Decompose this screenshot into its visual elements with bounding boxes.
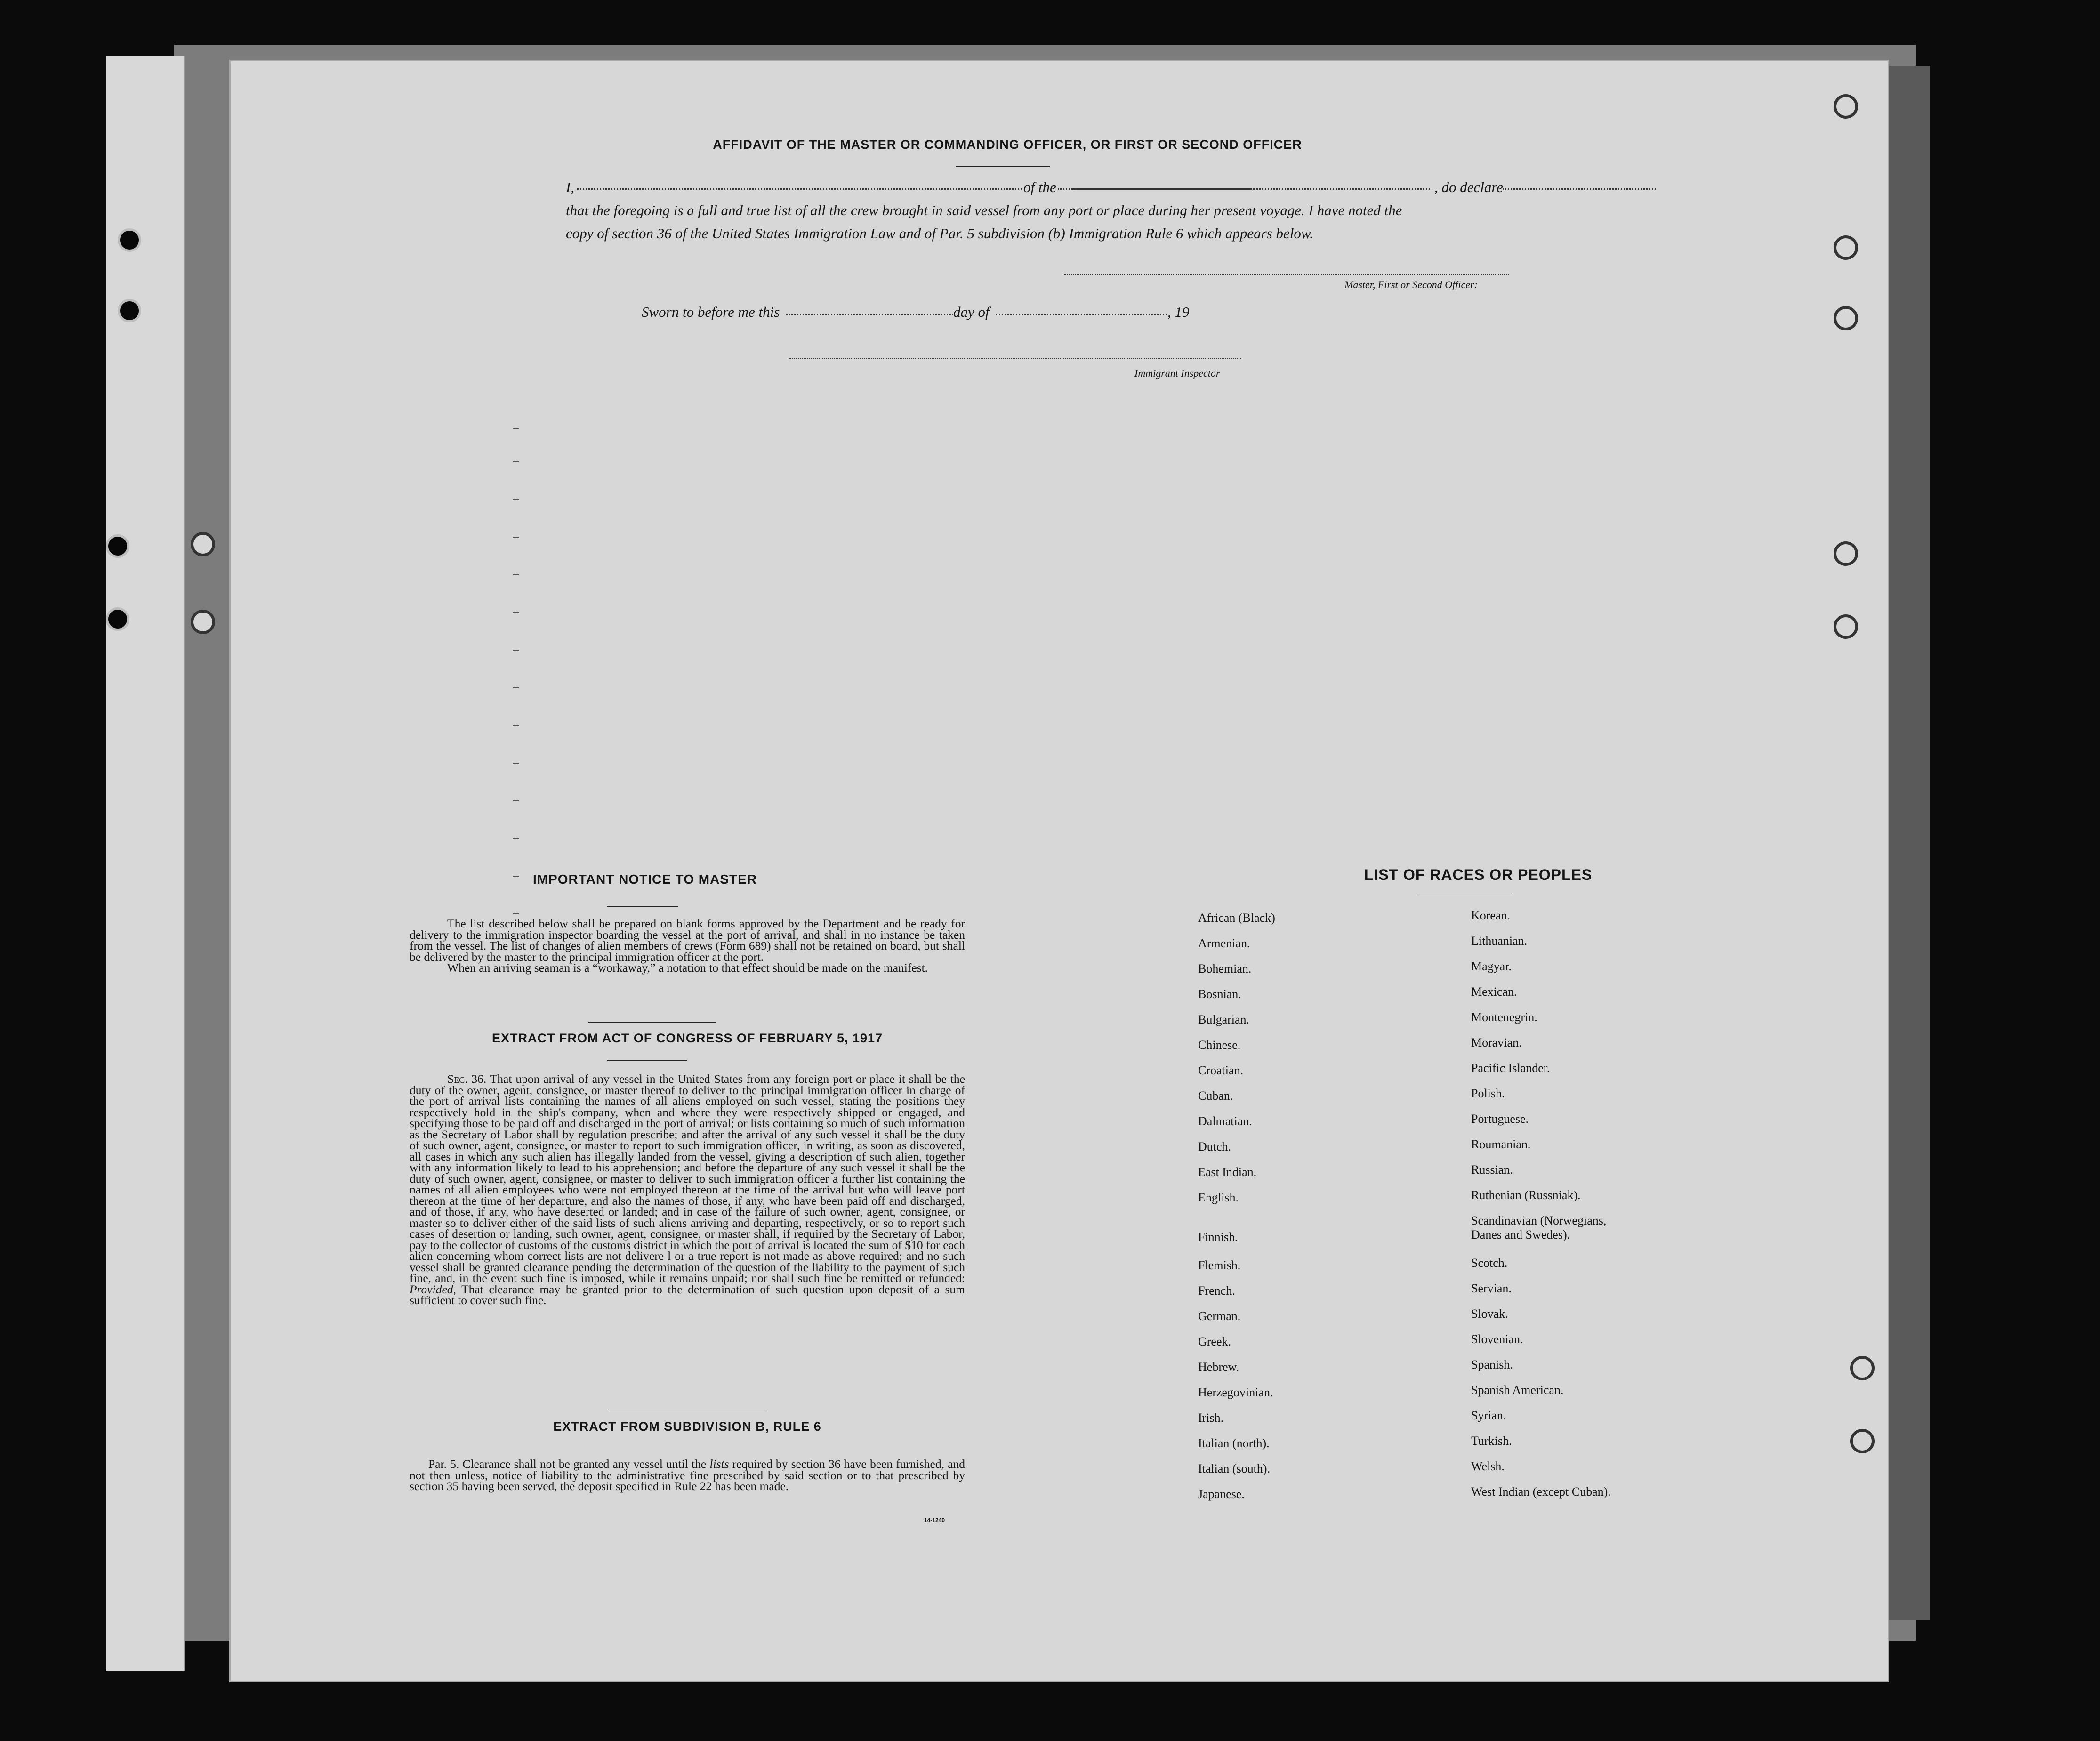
vessel-of-label: of the bbox=[1022, 179, 1058, 196]
sworn-date-field[interactable] bbox=[786, 314, 953, 315]
race-item: Dutch. bbox=[1198, 1140, 1231, 1153]
race-item: Spanish. bbox=[1471, 1358, 1513, 1371]
signature-label: Master, First or Second Officer: bbox=[1344, 279, 1478, 290]
binder-hole bbox=[106, 534, 129, 558]
race-item: Irish. bbox=[1198, 1411, 1224, 1425]
race-item: Korean. bbox=[1471, 909, 1511, 922]
punch-hole bbox=[1850, 1429, 1875, 1453]
race-item: Syrian. bbox=[1471, 1409, 1506, 1422]
race-item: Roumanian. bbox=[1471, 1137, 1531, 1151]
margin-tick bbox=[513, 499, 519, 500]
race-item: Portuguese. bbox=[1471, 1112, 1529, 1126]
rule-text-a: Par. 5. Clearance shall not be granted any vessel until the bbox=[428, 1457, 707, 1471]
act-extract-title: EXTRACT FROM ACT OF CONGRESS OF FEBRUARY 5, 1917 bbox=[491, 1031, 883, 1045]
race-item: Mexican. bbox=[1471, 985, 1517, 999]
race-item: Polish. bbox=[1471, 1087, 1505, 1100]
punch-hole bbox=[1834, 235, 1858, 260]
margin-tick bbox=[513, 913, 519, 914]
race-item: Chinese. bbox=[1198, 1038, 1241, 1052]
binder-strip bbox=[106, 56, 185, 1671]
race-item: Russian. bbox=[1471, 1163, 1513, 1177]
rule-text-b: required by section 36 have been furnished, and not then unless, notice of liability to the administrative fine prescribed by said section or to that prescribed by section 35 having been served, the deposit specified in Rule 22 has been made. bbox=[410, 1457, 966, 1493]
notice-paragraph-1: The list described below shall be prepared on blank forms approved by the Department and be ready for delivery to the immigration inspector boarding the vessel at the port of arrival, and shall in no instance be taken from the vessel. The list of changes of alien members of crews (Form 689) shall not be retained on board, but shall be delivered by the master to the principal immigration officer at the port. bbox=[410, 917, 965, 964]
race-item: Montenegrin. bbox=[1471, 1010, 1537, 1024]
race-item: West Indian (except Cuban). bbox=[1471, 1485, 1611, 1499]
race-item: Magyar. bbox=[1471, 959, 1512, 973]
punch-hole bbox=[191, 532, 215, 556]
race-item: East Indian. bbox=[1198, 1165, 1257, 1179]
binder-hole bbox=[118, 299, 141, 322]
race-item: Scandinavian (Norwegians, Danes and Swedes). bbox=[1471, 1214, 1607, 1241]
race-item: Italian (north). bbox=[1198, 1436, 1270, 1450]
margin-tick bbox=[513, 428, 519, 429]
inspector-signature-line[interactable] bbox=[789, 358, 1241, 359]
race-item: Italian (south). bbox=[1198, 1462, 1271, 1475]
affidavit-title: AFFIDAVIT OF THE MASTER OR COMMANDING OFFICER, OR FIRST OR SECOND OFFICER bbox=[713, 137, 1302, 152]
proviso-label: Provided, bbox=[410, 1282, 456, 1296]
affidavit-line-3: copy of section 36 of the United States Immigration Law and of Par. 5 subdivision (b) Immigration Rule 6 which appears below. bbox=[566, 225, 1314, 242]
act-section-36 bbox=[410, 1073, 965, 1306]
margin-tick bbox=[513, 763, 519, 764]
act-underline bbox=[607, 1060, 687, 1061]
race-item: Greek. bbox=[1198, 1335, 1231, 1348]
signature-line[interactable] bbox=[1064, 274, 1509, 275]
race-item: Bulgarian. bbox=[1198, 1013, 1250, 1026]
race-item: Servian. bbox=[1471, 1282, 1512, 1295]
race-item: French. bbox=[1198, 1284, 1235, 1298]
margin-tick bbox=[513, 574, 519, 575]
declare-label: , do declare bbox=[1432, 179, 1503, 196]
section-36-text: That upon arrival of any vessel in the United States from any foreign port or place it shall be the duty of the owner, agent, consignee, or master thereof to deliver to the principal immigration officer in charge of the port of arrival lists containing the names of all aliens employed on such vessel, stating the positions they respectively hold in the ship's company, when and where they were respectively shipped or engaged, and specifying those to be paid off and discharged in the port of arrival; or lists containing so much of such information as the Secretary of Labor shall by regulation prescribe; and after the arrival of any such vessel it shall be the duty of such owner, agent, consignee, or master to report to such immigration officer, in writing, as soon as discovered, all cases in which any such alien has illegally landed from the vessel, giving a description of such alien, together with any information likely to lead to his apprehension; and before the departure of any such vessel it shall be the duty of such owner, agent, consignee, or master to deliver to such immigration officer a further list containing the names of all alien employees who were not employed thereon at the time of the arrival but who will leave port thereon at the time of her departure, and also the names of those, if any, who have been paid off and discharged, and of those, if any, who have deserted or landed; and in case of the failure of such owner, agent, consignee, or master so to deliver either of the said lists of such aliens arriving and departing, respectively, or so to report such cases of desertion or landing, such owner, agent, consignee, or master shall, if required by the Secretary of Labor, pay to the collector of customs of the customs district in which the port of arrival is located the sum of $10 for each alien concerning whom correct lists are not delivere l or a true report is not made as above required; and no such vessel shall be granted clearance pending the determination of the question of the liability to the payment of such fine, and, in the event such fine is imposed, while it remains unpaid; nor shall such fine be remitted or refunded: bbox=[410, 1072, 965, 1285]
race-item: Pacific Islander. bbox=[1471, 1061, 1550, 1075]
punch-hole bbox=[1834, 306, 1858, 330]
races-left-column bbox=[1198, 911, 1275, 1513]
race-item: Japanese. bbox=[1198, 1487, 1245, 1501]
punch-hole bbox=[1834, 541, 1858, 566]
affidavit-line-2: that the foregoing is a full and true list of all the crew brought in said vessel from any port or place during her present voyage. I have noted the bbox=[566, 202, 1402, 218]
race-item: Cuban. bbox=[1198, 1089, 1233, 1103]
title-underline bbox=[956, 166, 1050, 167]
margin-tick bbox=[513, 800, 519, 801]
race-item: Dalmatian. bbox=[1198, 1114, 1252, 1128]
margin-tick bbox=[513, 461, 519, 462]
race-item: German. bbox=[1198, 1309, 1241, 1323]
margin-tick bbox=[513, 612, 519, 613]
punch-hole bbox=[1850, 1356, 1875, 1380]
rule-extract-title: EXTRACT FROM SUBDIVISION B, RULE 6 bbox=[553, 1419, 821, 1434]
race-item: Scotch. bbox=[1471, 1256, 1508, 1270]
proviso-text: That clearance may be granted prior to the determination of such question upon deposit of a sum sufficient to cover such fine. bbox=[410, 1282, 965, 1307]
declarant-label: I, bbox=[566, 179, 575, 195]
year-label: , 19 bbox=[1167, 304, 1190, 320]
punch-hole bbox=[191, 610, 215, 634]
race-item: Welsh. bbox=[1471, 1459, 1505, 1473]
race-item: Bosnian. bbox=[1198, 987, 1241, 1001]
sworn-month-field[interactable] bbox=[996, 314, 1167, 315]
margin-tick bbox=[513, 687, 519, 688]
race-item: Spanish American. bbox=[1471, 1383, 1564, 1397]
notice-body bbox=[410, 918, 965, 974]
notice-underline bbox=[607, 906, 678, 907]
rule-paragraph-5 bbox=[410, 1459, 965, 1492]
race-item: Hebrew. bbox=[1198, 1360, 1239, 1374]
race-item: Finnish. bbox=[1198, 1230, 1238, 1244]
notice-paragraph-2: When an arriving seaman is a “workaway,” a notation to that effect should be made on the manifest. bbox=[447, 961, 928, 975]
form-number: 14-1240 bbox=[924, 1517, 945, 1523]
margin-tick bbox=[513, 838, 519, 839]
margin-tick bbox=[513, 725, 519, 726]
section-divider bbox=[588, 1022, 716, 1023]
margin-tick bbox=[513, 537, 519, 538]
notice-title: IMPORTANT NOTICE TO MASTER bbox=[532, 872, 757, 887]
race-item: Herzegovinian. bbox=[1198, 1386, 1273, 1399]
sworn-label: Sworn to before me this bbox=[642, 304, 780, 320]
races-right-column bbox=[1471, 909, 1626, 1510]
manifest-page bbox=[231, 61, 1888, 1681]
race-item: Armenian. bbox=[1198, 936, 1250, 950]
rule-text-lists: lists bbox=[709, 1457, 729, 1471]
binder-hole bbox=[118, 228, 141, 252]
race-item: Slovenian. bbox=[1471, 1332, 1523, 1346]
punch-hole bbox=[1834, 94, 1858, 119]
race-item: Moravian. bbox=[1471, 1036, 1522, 1049]
race-item: Slovak. bbox=[1471, 1307, 1508, 1321]
race-item: Bohemian. bbox=[1198, 962, 1252, 975]
race-item: Croatian. bbox=[1198, 1064, 1244, 1077]
section-label: Sec. 36. bbox=[447, 1072, 487, 1086]
race-item: Lithuanian. bbox=[1471, 934, 1528, 948]
margin-tick bbox=[513, 650, 519, 651]
punch-hole bbox=[1834, 614, 1858, 639]
binder-hole bbox=[106, 607, 129, 631]
vessel-name-field[interactable] bbox=[1072, 188, 1656, 190]
day-of-label: day of bbox=[953, 304, 990, 320]
races-title: LIST OF RACES OR PEOPLES bbox=[1364, 866, 1593, 883]
race-item: African (Black) bbox=[1198, 911, 1275, 925]
race-item: Flemish. bbox=[1198, 1258, 1241, 1272]
inspector-label: Immigrant Inspector bbox=[1134, 367, 1220, 379]
race-item: Turkish. bbox=[1471, 1434, 1512, 1448]
race-item: Ruthenian (Russniak). bbox=[1471, 1188, 1581, 1202]
race-item: English. bbox=[1198, 1191, 1239, 1204]
